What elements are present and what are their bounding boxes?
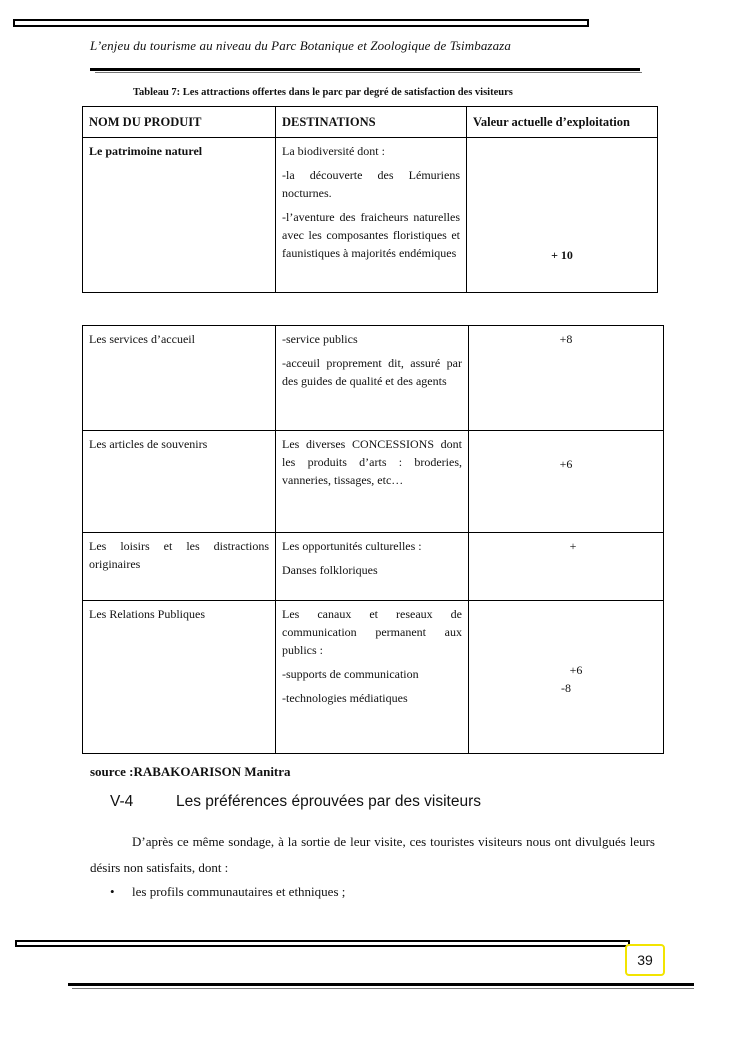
section-heading <box>110 793 481 811</box>
bullet-icon: • <box>110 884 115 899</box>
running-header: L’enjeu du tourisme au niveau du Parc Botanique et Zoologique de Tsimbazaza <box>90 38 511 53</box>
footer-frame <box>15 940 630 947</box>
table-row <box>83 326 664 431</box>
destination-line: Les diverses CONCESSIONS dont les produits d’arts : broderies, vanneries, tissages, etc… <box>282 437 462 487</box>
product-cell: Les articles de souvenirs <box>83 431 276 533</box>
column-header-product: NOM DU PRODUIT <box>83 107 276 138</box>
destinations-cell <box>276 533 469 601</box>
page-number: 39 <box>625 944 665 976</box>
table-caption: Tableau 7: Les attractions offertes dans le parc par degré de satisfaction des visiteurs <box>133 87 513 98</box>
table-source: source :RABAKOARISON Manitra <box>90 764 291 779</box>
destination-line: -supports de communication <box>282 667 419 681</box>
destinations-cell <box>276 138 467 293</box>
header-rule-shadow <box>95 72 642 73</box>
product-cell: Les loisirs et les distractions originaires <box>83 533 276 601</box>
column-header-destinations: DESTINATIONS <box>276 107 467 138</box>
value-cell: + 10 <box>467 138 658 293</box>
product-cell: Les Relations Publiques <box>83 601 276 754</box>
destination-line: La biodiversité dont : <box>282 144 385 158</box>
value-line: -8 <box>561 681 571 695</box>
destination-line: -l’aventure des fraicheurs naturelles avec les composantes floristiques et faunistiques à majorités endémiques <box>282 210 460 260</box>
destinations-cell <box>276 601 469 754</box>
value-line: +6 <box>569 663 583 677</box>
list-item-text: les profils communautaires et ethniques ; <box>132 884 346 899</box>
destination-line: Les canaux et reseaux de communication permanent aux publics : <box>282 607 462 657</box>
destination-line: -service publics <box>282 332 358 346</box>
table-row <box>83 138 658 293</box>
destinations-cell <box>276 431 469 533</box>
destination-line: -acceuil proprement dit, assuré par des guides de qualité et des agents <box>282 356 462 388</box>
body-paragraph: D’après ce même sondage, à la sortie de leur visite, ces touristes visiteurs nous ont divulgués leurs désirs non satisfaits, dont : <box>90 834 655 875</box>
destination-line: Danses folkloriques <box>282 563 378 577</box>
column-header-value: Valeur actuelle d’exploitation <box>467 107 658 138</box>
footer-rule-shadow <box>72 988 694 989</box>
value-cell: +8 <box>469 326 664 431</box>
list-item <box>110 884 345 900</box>
value-cell: + <box>469 533 664 601</box>
table-row <box>83 533 664 601</box>
header-frame <box>13 19 589 27</box>
product-cell: Le patrimoine naturel <box>83 138 276 293</box>
value-cell: +6 <box>469 431 664 533</box>
header-rule <box>90 68 640 71</box>
attractions-table-part2 <box>82 325 664 754</box>
attractions-table-part1 <box>82 106 658 293</box>
table-row <box>83 431 664 533</box>
destination-line: Les opportunités culturelles : <box>282 539 422 553</box>
product-cell: Les services d’accueil <box>83 326 276 431</box>
value-cell <box>469 601 664 754</box>
table-row <box>83 601 664 754</box>
footer-rule <box>68 983 694 986</box>
section-title: Les préférences éprouvées par des visiteurs <box>176 793 481 810</box>
destination-line: -la découverte des Lémuriens nocturnes. <box>282 168 460 200</box>
destinations-cell <box>276 326 469 431</box>
table-header-row <box>83 107 658 138</box>
section-number: V-4 <box>110 793 134 810</box>
destination-line: -technologies médiatiques <box>282 691 408 705</box>
